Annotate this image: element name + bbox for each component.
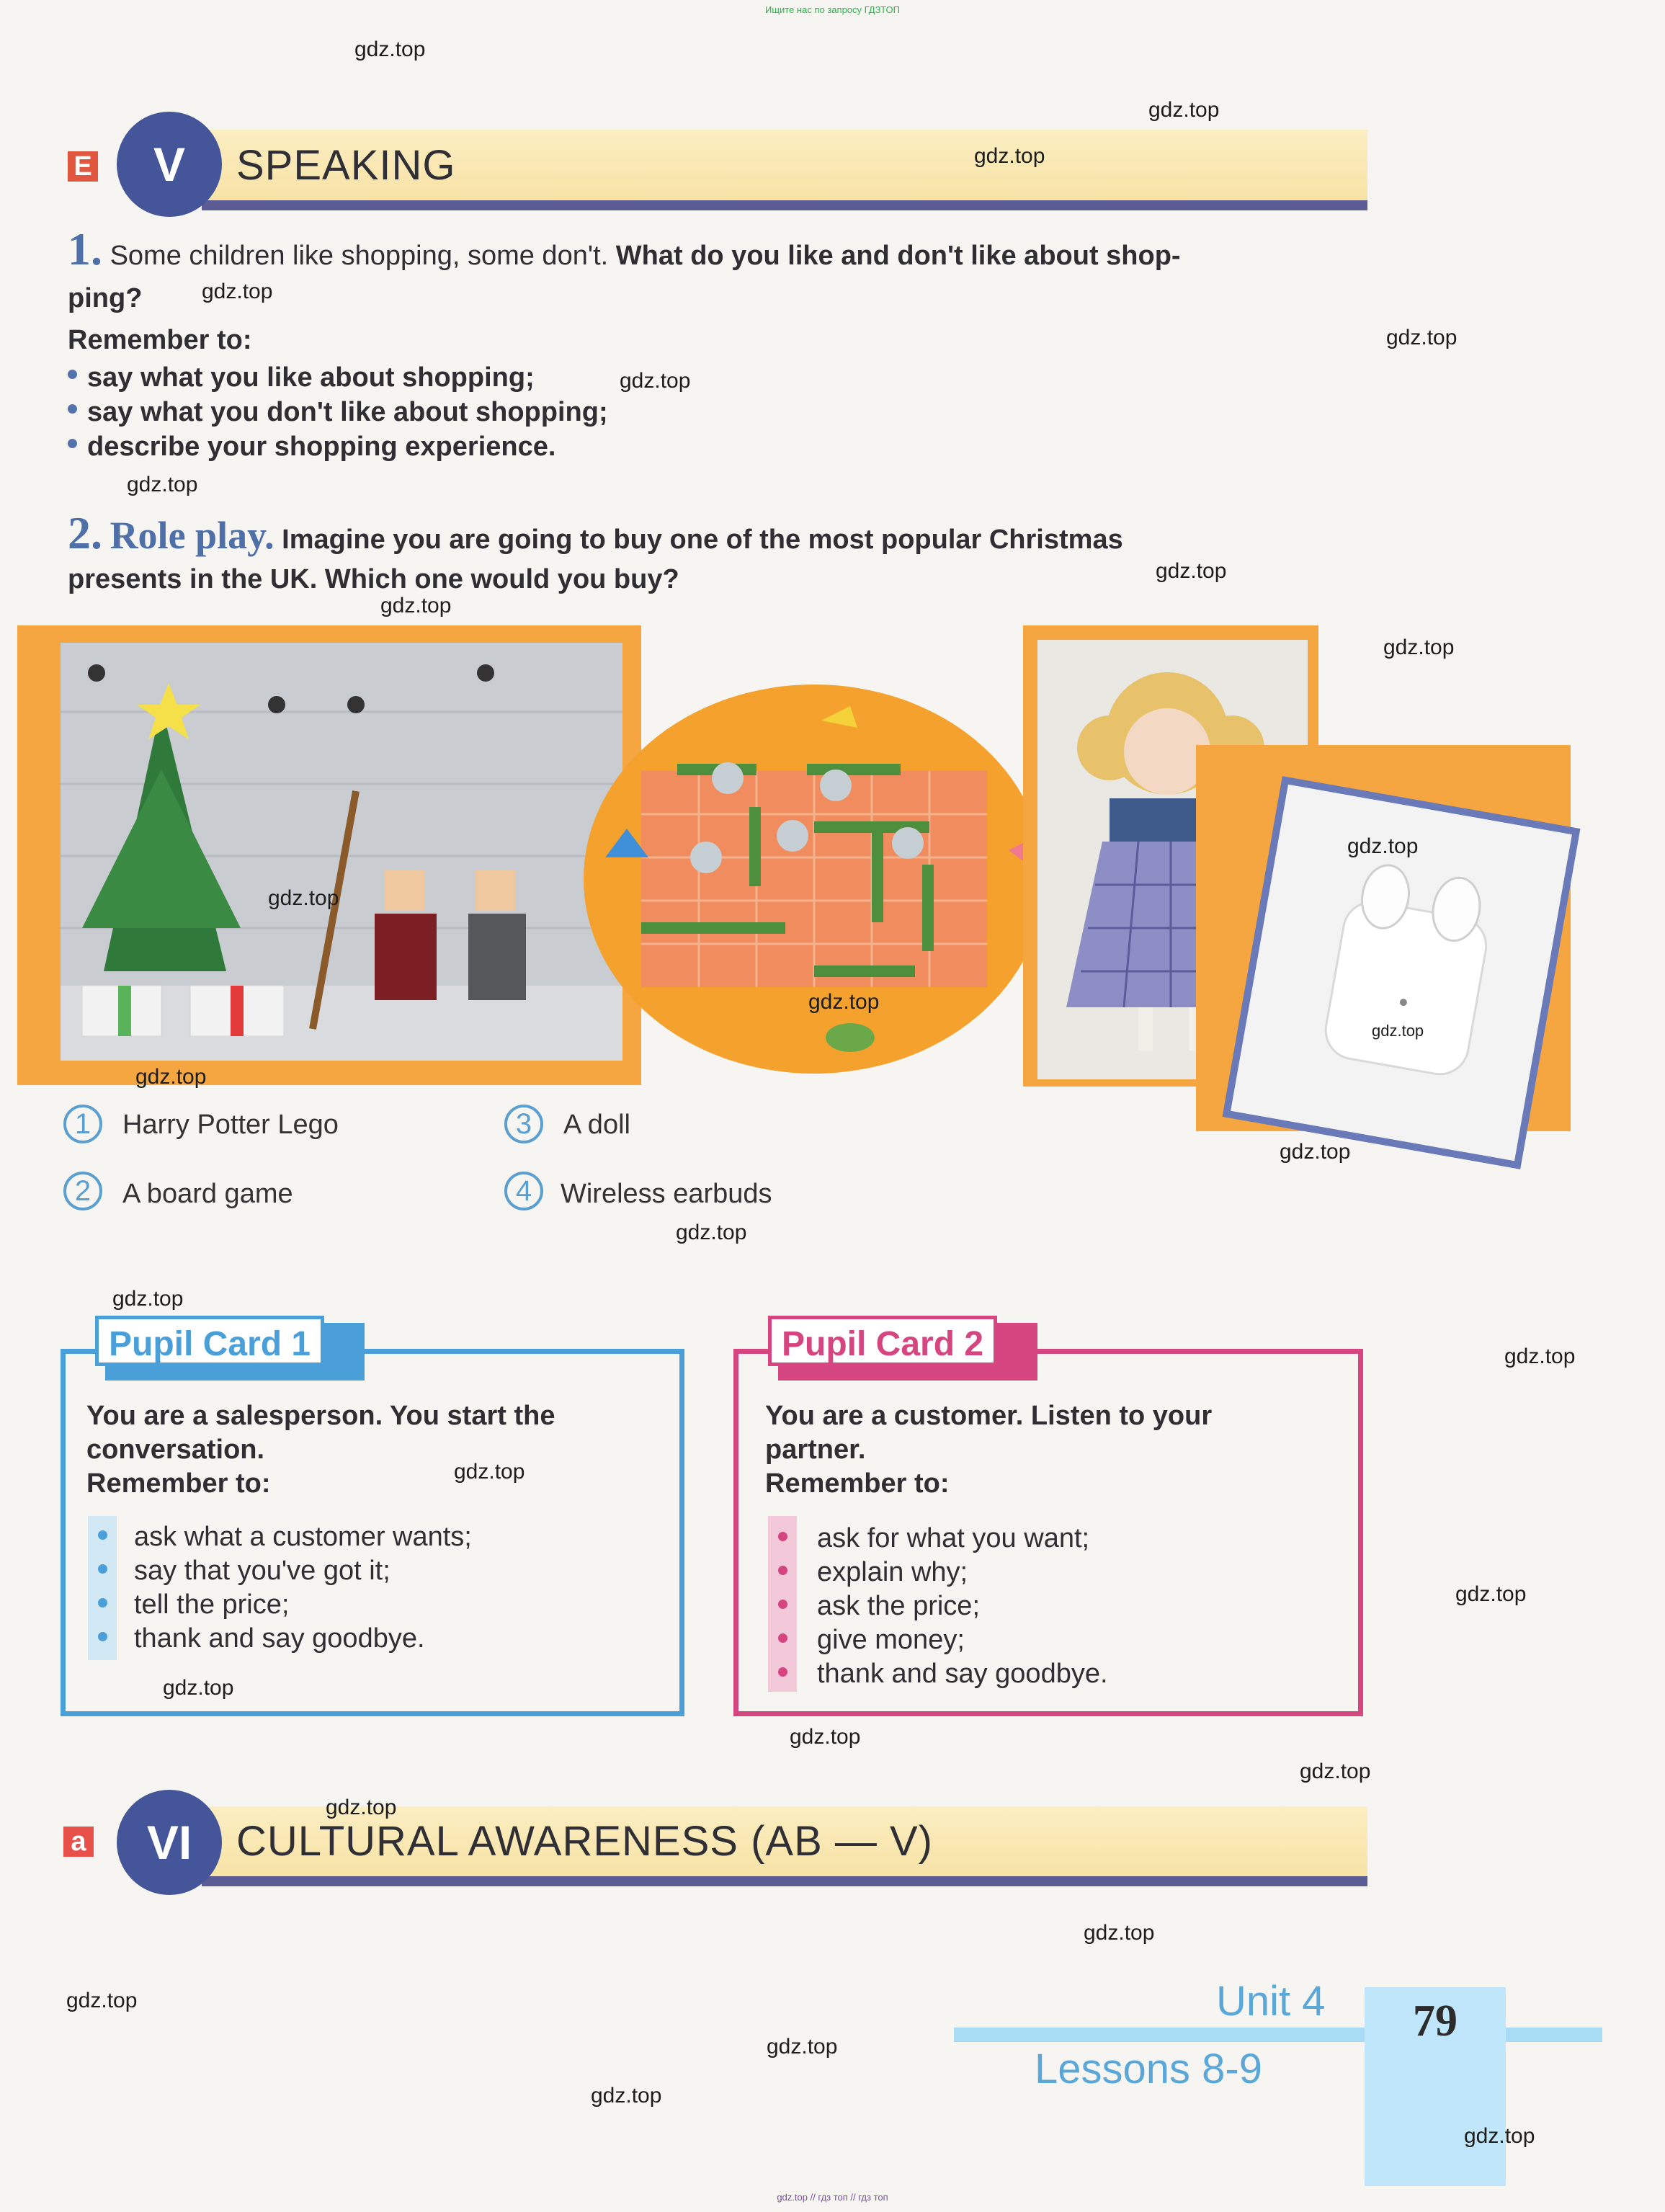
page-number: 79 [1413,1997,1458,2046]
board-game-photo [576,677,1052,1081]
watermark: gdz.top [1464,2124,1535,2148]
section-numeral: V [117,112,222,217]
task2-line1: 2. Role play. Imagine you are going to buy one of the most popular Christmas [68,507,1123,558]
bullet-item: say what you like about shopping; [68,360,608,395]
list-item: thank and say goodbye. [134,1623,425,1654]
watermark: gdz.top [268,886,339,910]
lessons-label: Lessons 8-9 [1035,2046,1262,2092]
option-number: 4 [504,1172,543,1210]
watermark: gdz.top [380,594,452,617]
task1-line1 [68,223,1181,275]
watermark: gdz.top [354,37,426,61]
card-title: Pupil Card 2 [768,1316,997,1366]
watermark: gdz.top [591,2084,662,2108]
section-numeral: VI [117,1790,222,1895]
watermark: gdz.top [326,1796,397,1819]
watermark: gdz.top [1372,1022,1424,1040]
list-item: say that you've got it; [134,1556,390,1586]
list-item: ask the price; [817,1591,980,1621]
list-item: ask what a customer wants; [134,1522,472,1552]
bullet-item: describe your shopping experience. [68,429,608,464]
watermark: gdz.top [66,1989,138,2012]
watermark: gdz.top [1156,559,1227,583]
card-instructions: You are a customer. Listen to your partner. Remember to: [765,1401,1213,1499]
watermark: gdz.top [1455,1582,1527,1606]
section-logo-icon: a [63,1827,94,1857]
list-item: ask for what you want; [817,1523,1090,1553]
watermark: gdz.top [454,1460,525,1484]
watermark: gdz.top [1383,635,1455,659]
card-list [817,1522,1108,1691]
top-note: Ищите нас по запросу ГДЗТОП [764,4,900,15]
watermark: gdz.top [1280,1140,1351,1164]
option-label: A board game [122,1179,293,1209]
option-label: Wireless earbuds [561,1179,772,1209]
bottom-note: gdz.top // гдз топ // гдз топ [777,2192,888,2203]
task1-intro: Some children like shopping, some don't. [110,241,609,271]
task1-remember: Remember to: [68,325,252,355]
lego-photo [17,625,641,1085]
task1-question: What do you like and don't like about shop- [615,241,1181,271]
section-underline [202,1876,1367,1886]
watermark: gdz.top [163,1676,234,1700]
watermark: gdz.top [1300,1760,1371,1783]
watermark: gdz.top [112,1287,184,1311]
watermark: gdz.top [676,1221,747,1244]
role-play-label: Role play. [110,514,274,557]
watermark: gdz.top [1148,98,1220,122]
watermark: gdz.top [790,1725,861,1749]
unit-label: Unit 4 [1216,1978,1326,2025]
watermark: gdz.top [1347,834,1419,858]
option-number: 3 [504,1105,543,1143]
task2-line2: presents in the UK. Which one would you buy? [68,564,679,594]
task1-question-cont: ping? [68,283,143,313]
lego-photo-frame [17,625,641,1085]
list-item: tell the price; [134,1589,290,1620]
task-number: 1. [68,223,102,275]
list-item: thank and say goodbye. [817,1659,1108,1689]
list-item: explain why; [817,1557,968,1587]
watermark: gdz.top [1504,1344,1576,1368]
option-label: Harry Potter Lego [122,1110,339,1140]
watermark: gdz.top [202,280,273,303]
watermark: gdz.top [974,144,1045,168]
section-logo-icon: E [68,151,98,182]
card-list [134,1520,472,1656]
section-title: SPEAKING [236,142,456,189]
watermark: gdz.top [1386,326,1458,349]
task-number: 2. [68,507,102,558]
option-number: 2 [63,1172,102,1210]
section-title: CULTURAL AWARENESS (AB — V) [236,1818,933,1865]
option-label: A doll [563,1110,630,1140]
watermark: gdz.top [767,2035,838,2059]
watermark: gdz.top [127,473,198,496]
bullet-item: say what you don't like about shopping; [68,395,608,429]
card-instructions: You are a salesperson. You start the conversation. Remember to: [86,1401,555,1499]
option-number: 1 [63,1105,102,1143]
watermark: gdz.top [620,369,691,393]
watermark: gdz.top [1084,1921,1155,1945]
watermark: gdz.top [135,1065,207,1089]
task1-bullets [68,360,608,464]
card-title: Pupil Card 1 [95,1316,324,1366]
section-underline [202,200,1367,210]
watermark: gdz.top [808,990,880,1014]
list-item: give money; [817,1625,965,1655]
